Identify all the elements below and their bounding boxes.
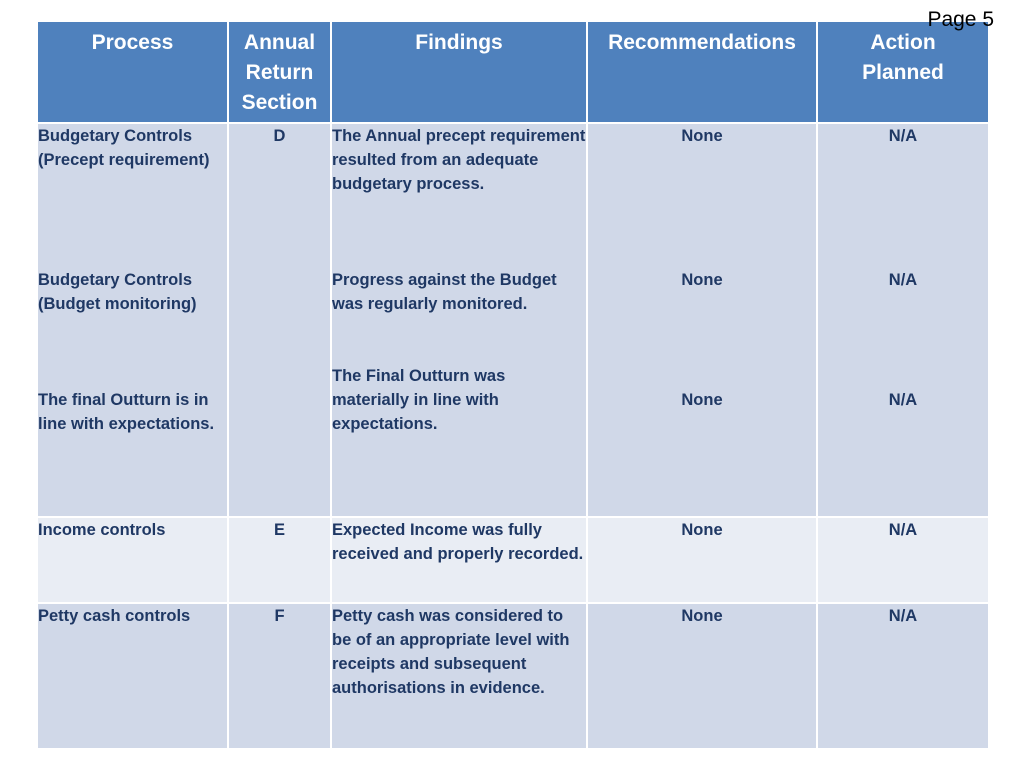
header-row: [37, 21, 989, 123]
cell-recommendations-budget: [587, 123, 817, 517]
finding-precept: The Annual precept requirement resulted from an adequate budgetary process.: [332, 127, 586, 193]
header-action-label-line1: Action: [870, 31, 936, 54]
action-precept: N/A: [888, 127, 918, 145]
table-row-budgetary-controls: [37, 123, 989, 517]
cell-findings-income: [331, 517, 587, 603]
action-petty-cash: N/A: [888, 607, 918, 625]
section-code: F: [274, 607, 285, 625]
action-income: N/A: [888, 521, 918, 539]
page-number: Page 5: [927, 8, 994, 31]
audit-findings-table: [36, 20, 990, 750]
process-final-outturn: The final Outturn is in line with expectations.: [38, 391, 215, 433]
recommendation-income: None: [681, 521, 723, 539]
process-petty-cash: Petty cash controls: [38, 607, 191, 625]
header-annual-return-section: [228, 21, 331, 123]
cell-recommendations-petty: [587, 603, 817, 749]
recommendation-precept: None: [681, 127, 723, 145]
cell-recommendations-income: [587, 517, 817, 603]
finding-final-outturn: The Final Outturn was materially in line with expectations.: [332, 367, 506, 433]
process-budget-monitoring: Budgetary Controls (Budget monitoring): [38, 271, 197, 313]
table-body: [37, 123, 989, 749]
finding-income: Expected Income was fully received and properly recorded.: [332, 521, 584, 563]
header-annual-label-line3: Section: [241, 91, 318, 114]
finding-petty-cash: Petty cash was considered to be of an appropriate level with receipts and subsequent authorisations in evidence.: [332, 607, 570, 697]
cell-process-petty: [37, 603, 228, 749]
recommendation-petty-cash: None: [681, 607, 723, 625]
cell-process-budget: [37, 123, 228, 517]
table-row-income-controls: [37, 517, 989, 603]
cell-process-income: [37, 517, 228, 603]
cell-action-income: [817, 517, 989, 603]
header-action-label-line2: Planned: [862, 61, 944, 84]
header-findings-label: Findings: [415, 31, 503, 54]
header-process: [37, 21, 228, 123]
section-code: D: [273, 127, 286, 145]
header-process-label: Process: [91, 31, 174, 54]
process-precept-requirement: Budgetary Controls (Precept requirement): [38, 127, 210, 169]
header-recommendations-label: Recommendations: [608, 31, 796, 54]
header-annual-label-line2: Return: [245, 61, 314, 84]
header-annual-label-line1: Annual: [243, 31, 316, 54]
cell-section-f: [228, 603, 331, 749]
cell-action-petty: [817, 603, 989, 749]
header-findings: [331, 21, 587, 123]
table-header: [37, 21, 989, 123]
action-final-outturn: N/A: [888, 391, 918, 409]
process-income: Income controls: [38, 521, 166, 539]
cell-action-budget: [817, 123, 989, 517]
cell-section-d: [228, 123, 331, 517]
cell-findings-budget: [331, 123, 587, 517]
recommendation-budget-monitoring: None: [681, 271, 723, 289]
finding-budget-monitoring: Progress against the Budget was regularly monitored.: [332, 271, 557, 313]
action-budget-monitoring: N/A: [888, 271, 918, 289]
header-recommendations: [587, 21, 817, 123]
table-row-petty-cash-controls: [37, 603, 989, 749]
recommendation-final-outturn: None: [681, 391, 723, 409]
cell-section-e: [228, 517, 331, 603]
section-code: E: [273, 521, 285, 539]
cell-findings-petty: [331, 603, 587, 749]
header-action-planned: [817, 21, 989, 123]
